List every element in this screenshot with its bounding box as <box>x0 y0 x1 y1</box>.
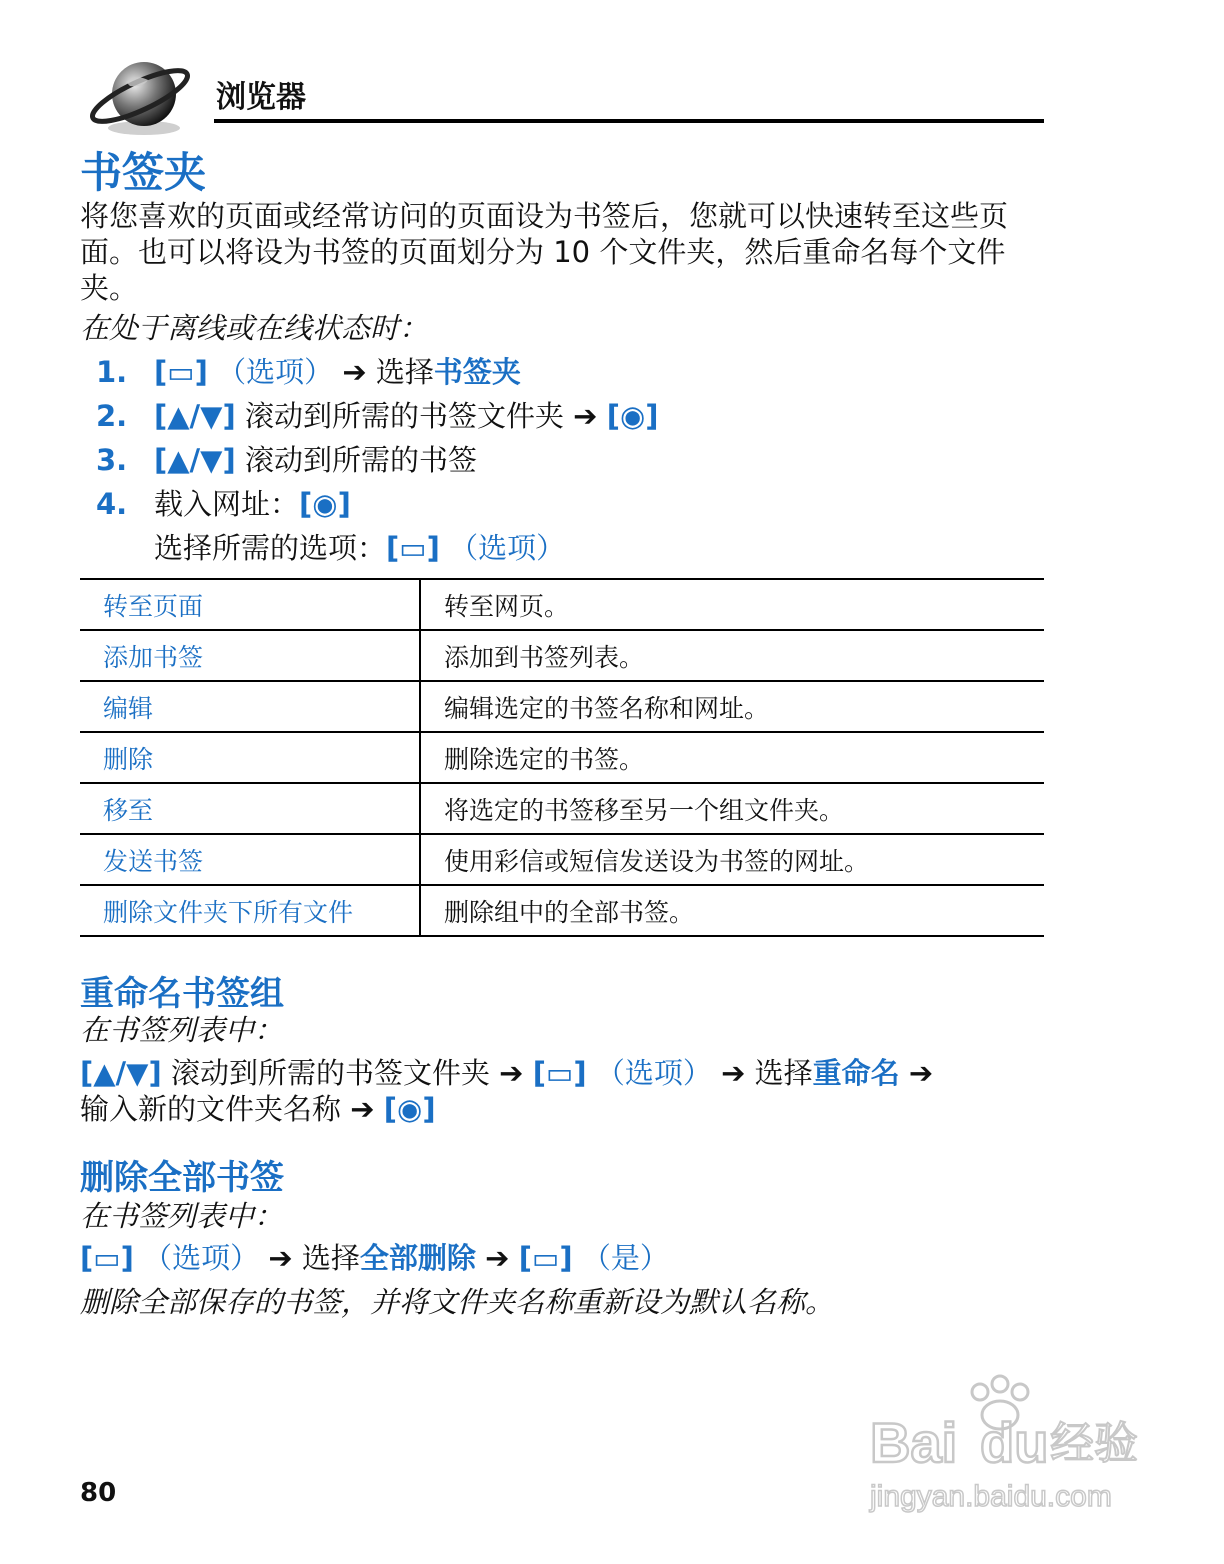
section-title: 书签夹 <box>80 148 207 197</box>
watermark-brand: Bai <box>870 1411 958 1474</box>
rename-section-title: 重命名书签组 <box>80 974 284 1014</box>
table-row <box>80 681 1044 732</box>
soft-key-label: （选项） <box>217 355 334 389</box>
rename-context: 在书签列表中： <box>80 1013 284 1047</box>
instruction-text: 选择 <box>301 1241 360 1275</box>
baidu-jingyan-watermark <box>840 1370 1160 1520</box>
table-row <box>80 579 1044 630</box>
step-3 <box>96 438 477 478</box>
step-number: 1. <box>96 355 128 389</box>
soft-key-icon: [▭] <box>532 1056 587 1090</box>
intro-paragraph: 将您喜欢的页面或经常访问的页面设为书签后，您就可以快速转至这些页面。也可以将设为书签的页面划分为 10 个文件夹，然后重命名每个文件夹。 <box>80 199 1009 305</box>
option-desc: 删除选定的书签。 <box>420 732 1044 783</box>
instruction-text: 选择 <box>754 1056 813 1090</box>
arrow-right-icon: ➔ <box>499 1056 524 1090</box>
page-number: 80 <box>80 1478 117 1508</box>
step-text: 选择 <box>375 355 434 389</box>
ok-key-icon: [◉] <box>299 487 351 521</box>
delete-all-context: 在书签列表中： <box>80 1199 284 1233</box>
step-4-sub <box>154 526 565 566</box>
step-number: 4. <box>96 487 128 521</box>
option-name: 删除文件夹下所有文件 <box>80 885 420 936</box>
menu-target: 书签夹 <box>433 355 521 389</box>
nav-key-icon: [▲/▼] <box>154 399 236 433</box>
step-text: 选择所需的选项： <box>154 531 387 565</box>
delete-all-section-title: 删除全部书签 <box>80 1158 284 1198</box>
table-row <box>80 732 1044 783</box>
arrow-right-icon: ➔ <box>342 355 367 389</box>
menu-target: 全部删除 <box>359 1241 476 1275</box>
step-number: 2. <box>96 399 128 433</box>
context-line: 在处于离线或在线状态时： <box>80 311 429 345</box>
table-row <box>80 630 1044 681</box>
option-desc: 将选定的书签移至另一个组文件夹。 <box>420 783 1044 834</box>
option-name: 编辑 <box>80 681 420 732</box>
soft-key-icon: [▭] <box>80 1241 134 1275</box>
option-name: 转至页面 <box>80 579 420 630</box>
step-text: 载入网址： <box>154 487 300 521</box>
soft-key-label: （选项） <box>595 1056 712 1090</box>
nav-key-icon: [▲/▼] <box>154 443 236 477</box>
chapter-title: 浏览器 <box>216 80 306 115</box>
rename-instruction-line1 <box>80 1055 933 1091</box>
soft-key-icon: [▭] <box>386 531 440 565</box>
browser-globe-icon <box>86 52 196 136</box>
options-table <box>80 578 1044 937</box>
option-name: 添加书签 <box>80 630 420 681</box>
step-number: 3. <box>96 443 128 477</box>
step-text: 滚动到所需的书签文件夹 <box>244 399 564 433</box>
option-name: 删除 <box>80 732 420 783</box>
option-name: 发送书签 <box>80 834 420 885</box>
arrow-right-icon: ➔ <box>350 1092 375 1126</box>
rename-instruction-line2 <box>80 1091 436 1127</box>
option-name: 移至 <box>80 783 420 834</box>
step-1 <box>96 350 521 390</box>
soft-key-label: （选项） <box>143 1241 260 1275</box>
option-desc: 删除组中的全部书签。 <box>420 885 1044 936</box>
step-text: 滚动到所需的书签 <box>244 443 477 477</box>
delete-all-note: 删除全部保存的书签，并将文件夹名称重新设为默认名称。 <box>80 1285 835 1319</box>
confirm-label: （是） <box>581 1241 669 1275</box>
watermark-url: jingyan.baidu.com <box>870 1480 1112 1513</box>
option-desc: 使用彩信或短信发送设为书签的网址。 <box>420 834 1044 885</box>
watermark-brand2: du <box>980 1411 1049 1474</box>
nav-key-icon: [▲/▼] <box>80 1056 162 1090</box>
arrow-right-icon: ➔ <box>908 1056 934 1090</box>
step-4 <box>96 482 351 522</box>
arrow-right-icon: ➔ <box>573 399 598 433</box>
watermark-label: 经验 <box>1050 1418 1138 1469</box>
instruction-text: 滚动到所需的书签文件夹 <box>170 1056 490 1090</box>
instruction-text: 输入新的文件夹名称 <box>80 1092 342 1126</box>
option-desc: 编辑选定的书签名称和网址。 <box>420 681 1044 732</box>
arrow-right-icon: ➔ <box>485 1241 510 1275</box>
soft-key-icon: [▭] <box>518 1241 573 1275</box>
soft-key-label: （选项） <box>449 531 566 565</box>
ok-key-icon: [◉] <box>383 1092 436 1126</box>
table-row <box>80 834 1044 885</box>
ok-key-icon: [◉] <box>606 399 659 433</box>
header-rule <box>214 119 1044 123</box>
table-row <box>80 885 1044 936</box>
arrow-right-icon: ➔ <box>268 1241 293 1275</box>
soft-key-icon: [▭] <box>154 355 208 389</box>
step-2 <box>96 394 659 434</box>
arrow-right-icon: ➔ <box>721 1056 746 1090</box>
menu-target: 重命名 <box>812 1056 900 1090</box>
option-desc: 添加到书签列表。 <box>420 630 1044 681</box>
delete-all-instruction <box>80 1240 669 1276</box>
table-row <box>80 783 1044 834</box>
option-desc: 转至网页。 <box>420 579 1044 630</box>
